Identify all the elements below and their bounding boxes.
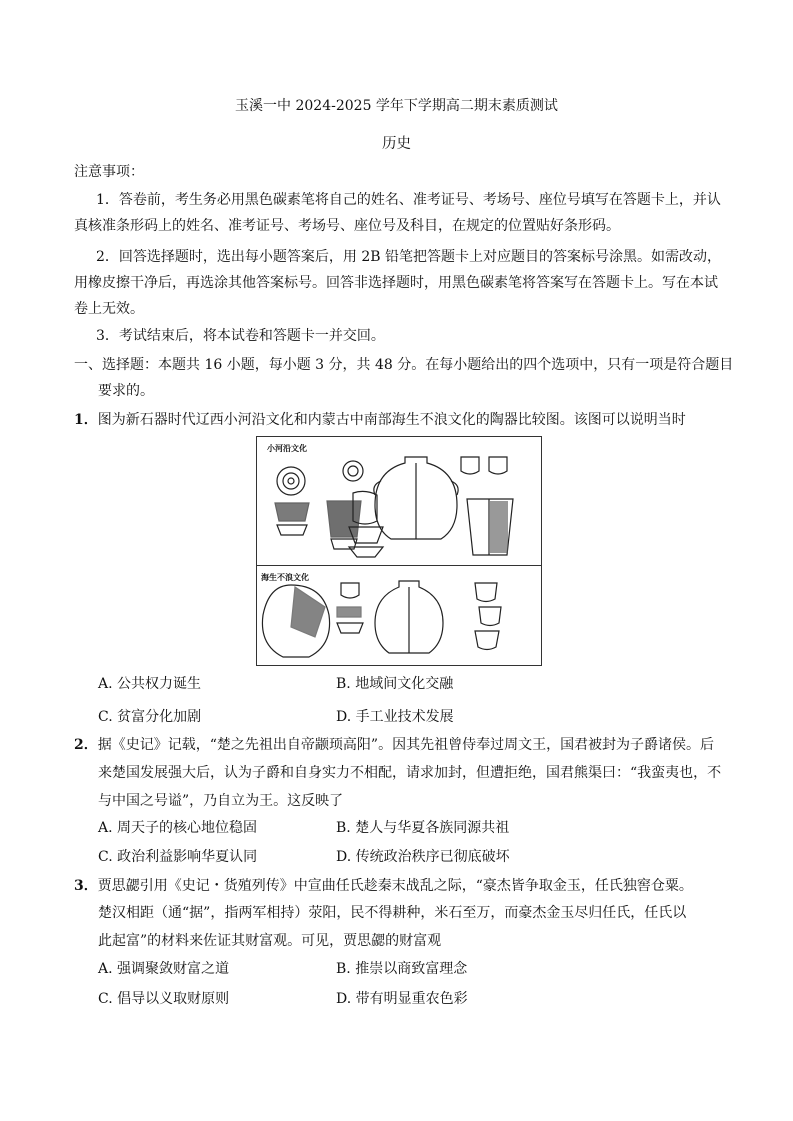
pottery-goblet-icon	[275, 503, 309, 535]
question-2-number: 2．	[74, 737, 98, 753]
exam-title: 玉溪一中 2024-2025 学年下学期高二期末素质测试	[235, 98, 558, 114]
question-1-stem: 图为新石器时代辽西小河沿文化和内蒙古中南部海生不浪文化的陶器比较图。该图可以说明当时	[97, 412, 686, 428]
question-1-option-b[interactable]: B. 地域间文化交融	[336, 676, 454, 692]
question-2-option-a[interactable]: A. 周天子的核心地位稳固	[98, 820, 258, 836]
pottery-comparison-figure	[256, 436, 542, 666]
question-2-stem-1: 据《史记》记载，“楚之先祖出自帝颛顼高阳”。因其先祖曾侍奉过周文王，国君被封为子爵诸侯。后	[97, 737, 715, 753]
question-3-line-2: 楚汉相距（通“据”，指两军相持）荥阳，民不得耕种，米石至万，而豪杰金玉尽归任氏，任氏以	[98, 905, 687, 921]
question-1	[74, 410, 686, 430]
figure-label-xiaoheyan: 小河沿文化	[267, 443, 307, 453]
figure-label-haishengbulang: 海生不浪文化	[261, 572, 309, 582]
pottery-jar-large-icon	[374, 457, 458, 539]
notice-item-3: 3．考试结束后，将本试卷和答题卡一并交回。	[96, 328, 385, 344]
question-2-line-2: 来楚国发展强大后，认为子爵和自身实力不相配，请求加封，但遭拒绝，国君熊渠曰：“我蛮夷也，不	[98, 765, 722, 781]
question-3-line-3: 此起富”的材料来佐证其财富观。可见，贾思勰的财富观	[98, 933, 442, 949]
pottery-small-jars-icon	[337, 583, 363, 633]
notice-item-2-line-1: 2．回答选择题时，选出每小题答案后，用 2B 铅笔把答题卡上对应题目的答案标号涂黑。如需改动，	[96, 249, 722, 265]
pottery-amphora-icon	[262, 585, 329, 657]
question-1-number: 1．	[74, 412, 98, 428]
question-3-number: 3．	[74, 878, 98, 894]
question-3-stem-1: 贾思勰引用《史记・货殖列传》中宣曲任氏趁秦末战乱之际，“豪杰皆争取金玉，任氏独窖仓粟。	[97, 878, 693, 894]
question-2-line-1	[74, 735, 714, 755]
question-3-option-d[interactable]: D. 带有明显重农色彩	[336, 991, 468, 1007]
section-1-instructions-line-2: 要求的。	[98, 383, 154, 399]
notice-item-1-line-2: 真核准条形码上的姓名、准考证号、考场号、座位号及科目，在规定的位置贴好条形码。	[74, 218, 620, 234]
subject-heading: 历史	[382, 136, 411, 152]
question-3-option-a[interactable]: A. 强调聚敛财富之道	[98, 961, 230, 977]
pottery-cup-small-icon	[461, 457, 507, 474]
question-2-option-b[interactable]: B. 楚人与华夏各族同源共祖	[336, 820, 510, 836]
question-3-line-1	[74, 876, 693, 896]
question-2-line-3: 与中国之号谥”，乃自立为王。这反映了	[98, 793, 344, 809]
pottery-bowl-icon	[467, 499, 513, 555]
question-3-option-b[interactable]: B. 推崇以商致富理念	[336, 961, 468, 977]
question-1-option-a[interactable]: A. 公共权力诞生	[98, 676, 202, 692]
pottery-tall-vessel-icon	[327, 501, 361, 549]
pottery-cups-icon	[475, 583, 501, 650]
question-3-option-c[interactable]: C. 倡导以义取财原则	[98, 991, 230, 1007]
question-2-option-c[interactable]: C. 政治利益影响华夏认同	[98, 849, 258, 865]
notice-item-2-line-2: 用橡皮擦干净后，再选涂其他答案标号。回答非选择题时，用黑色碳素笔将答案写在答题卡上。写在本试	[74, 275, 718, 291]
question-1-option-c[interactable]: C. 贫富分化加剧	[98, 709, 202, 725]
pottery-jar-medium-icon	[375, 581, 443, 653]
question-2-option-d[interactable]: D. 传统政治秩序已彻底破坏	[336, 849, 510, 865]
pottery-ring-icon	[343, 461, 363, 481]
section-1-instructions-line-1: 一、选择题：本题共 16 小题，每小题 3 分，共 48 分。在每小题给出的四个选项中，只有一项是符合题目	[74, 357, 734, 373]
pottery-drawings	[257, 437, 541, 665]
notice-item-2-line-3: 卷上无效。	[74, 301, 144, 317]
question-1-option-d[interactable]: D. 手工业技术发展	[336, 709, 454, 725]
pottery-plate-icon	[277, 467, 305, 495]
notice-item-1-line-1: 1．答卷前，考生务必用黑色碳素笔将自己的姓名、准考证号、考场号、座位号填写在答题卡上，并认	[96, 192, 721, 208]
notice-heading: 注意事项：	[74, 164, 144, 180]
